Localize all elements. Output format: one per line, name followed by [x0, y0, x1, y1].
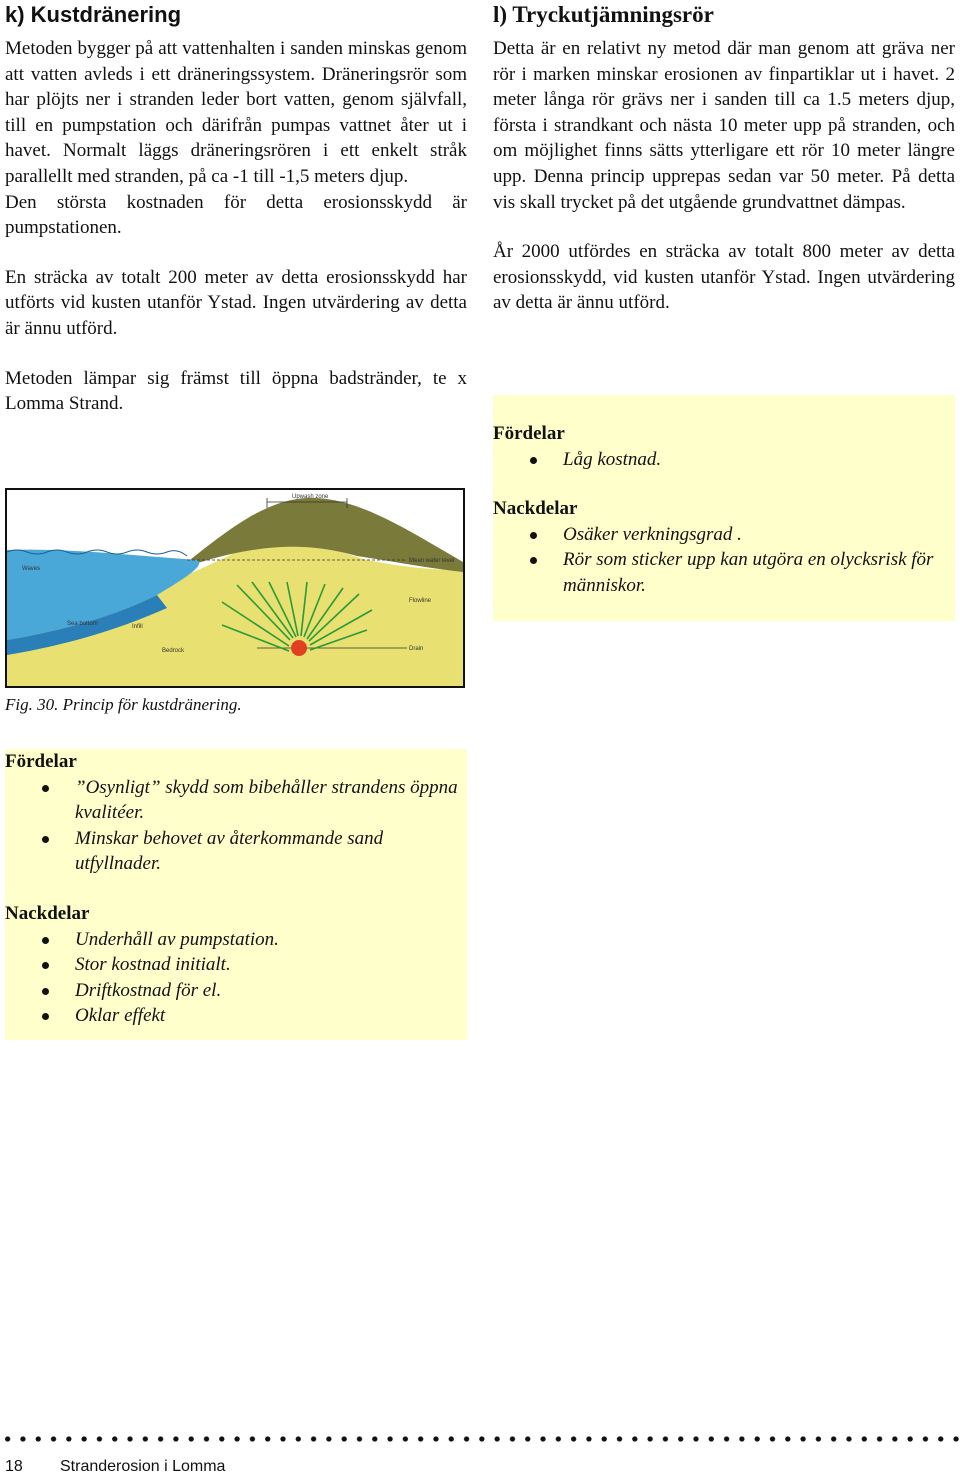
paragraph: Den största kostnaden för detta erosionsskydd är pumpstationen.	[5, 191, 467, 239]
list-item: Stor kostnad initialt.	[5, 952, 467, 978]
list-item: ”Osynligt” skydd som bibehåller strandens öppna kvalitéer.	[5, 775, 467, 826]
section-heading-tryckutjamningsror: l) Tryckutjämningsrör	[493, 2, 714, 27]
label-mean-water: Mean water level	[409, 558, 455, 564]
pros-list	[493, 447, 955, 473]
label-drain: Drain	[409, 646, 424, 652]
document-title: Stranderosion i Lomma	[60, 1458, 226, 1475]
list-item: Minskar behovet av återkommande sand utfyllnader.	[5, 826, 467, 877]
pros-cons-box-tryckutjamningsror	[493, 395, 955, 621]
footer-dotted-rule	[0, 1435, 960, 1443]
paragraph: År 2000 utfördes en sträcka av totalt 800 meter av detta erosionsskydd, vid kusten utanför Ystad. Ingen utvärdering av detta är ännu utförd.	[493, 241, 955, 314]
paragraph: Detta är en relativt ny metod där man genom att gräva ner rör i marken minskar erosionen av finpartiklar ut i havet. 2 meter långa rör grävs ner i sanden till ca 1.5 meters djup, första i strandkant och nästa 10 meter upp på stranden, och om möjlighet finns sätts ytterligare ett rör 10 meter längre upp. Denna princip upprepas sedan var 50 meter. På detta vis skall trycket på det utgående grundvattnet dämpas.	[493, 38, 955, 213]
list-item: Osäker verkningsgrad .	[493, 522, 955, 548]
list-item: Rör som sticker upp kan utgöra en olycksrisk för människor.	[493, 547, 955, 598]
cons-list	[5, 927, 467, 1029]
paragraph: Metoden lämpar sig främst till öppna badstränder, te x Lomma Strand.	[5, 367, 467, 415]
list-item: Underhåll av pumpstation.	[5, 927, 467, 953]
diagram-svg	[7, 490, 463, 686]
label-bedrock: Bedrock	[162, 648, 185, 654]
pros-cons-box-kustdranering	[5, 749, 467, 1040]
label-infill: Infill	[132, 624, 143, 630]
paragraph: En sträcka av totalt 200 meter av detta erosionsskydd har utförts vid kusten utanför Ystad. Ingen utvärdering av detta är ännu utförd.	[5, 266, 467, 339]
label-flowline: Flowline	[409, 598, 432, 604]
page-footer	[5, 1458, 225, 1476]
page-number: 18	[5, 1458, 23, 1475]
right-column	[493, 0, 955, 340]
label-upwash: Upwash zone	[292, 494, 329, 500]
cons-list	[493, 522, 955, 599]
label-waves: Waves	[22, 566, 41, 572]
pros-list	[5, 775, 467, 877]
list-item: Driftkostnad för el.	[5, 978, 467, 1004]
drain-pipe	[291, 640, 307, 656]
cons-heading: Nackdelar	[493, 498, 578, 520]
label-sea-bottom: Sea bottom	[67, 621, 98, 627]
paragraph: Metoden bygger på att vattenhalten i sanden minskas genom att vatten avleds i ett dräneringssystem. Dräneringsrör som har plöjts ner i stranden leder bort vatten, genom självfall, till en pumpstation och därifrån pumpas vattnet åter ut i havet. Normalt läggs dräneringsrören i ett enkelt stråk parallellt med stranden, på ca -1 till -1,5 meters djup.	[5, 38, 467, 187]
pros-heading: Fördelar	[493, 423, 565, 444]
coastal-drainage-diagram	[5, 488, 465, 688]
list-item: Oklar effekt	[5, 1003, 467, 1029]
list-item: Låg kostnad.	[493, 447, 955, 473]
section-heading-kustdranering: k) Kustdränering	[5, 2, 182, 27]
figure-caption: Fig. 30. Princip för kustdränering.	[5, 695, 242, 714]
pros-heading: Fördelar	[5, 751, 77, 772]
cons-heading: Nackdelar	[5, 902, 90, 924]
left-column	[5, 0, 467, 441]
